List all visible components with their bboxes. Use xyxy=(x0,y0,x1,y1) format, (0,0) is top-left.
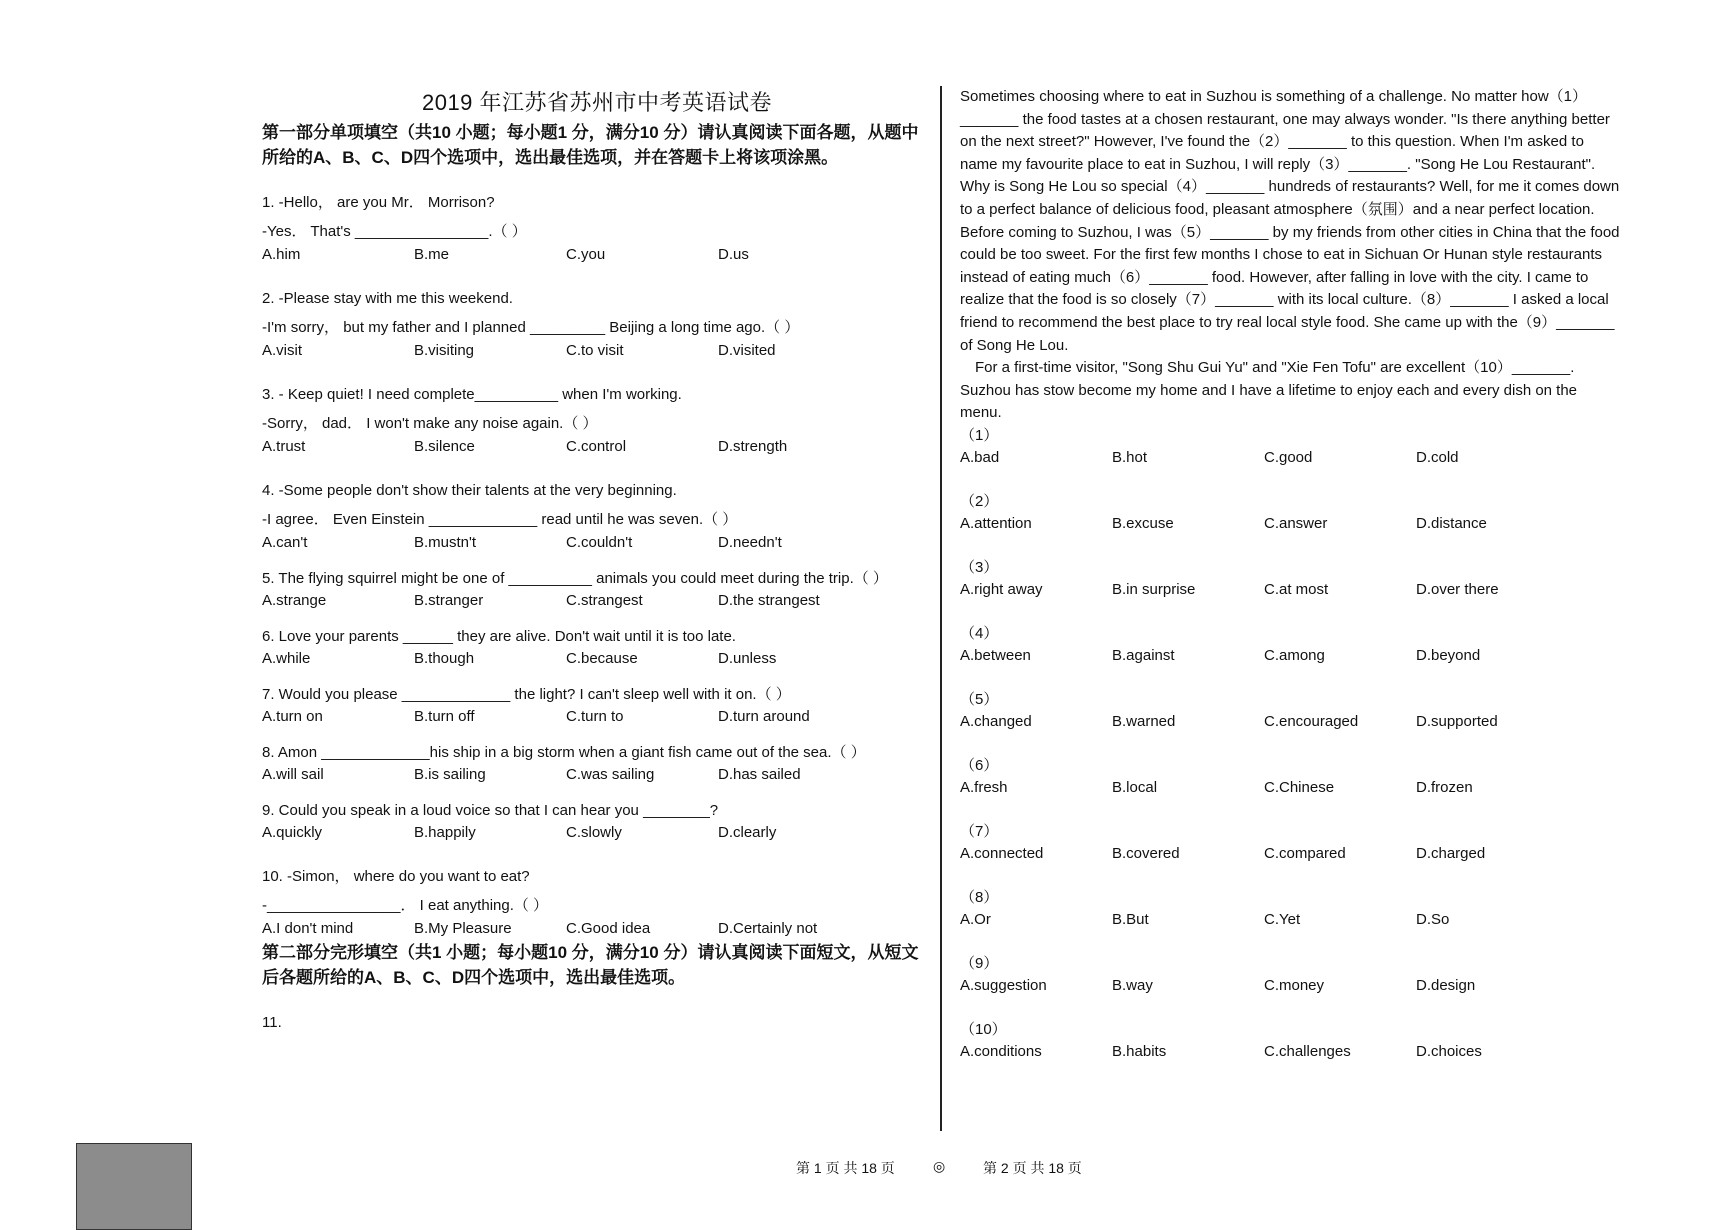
option-d: D.choices xyxy=(1416,1042,1482,1060)
option-d: D.clearly xyxy=(718,824,777,841)
option-c: C.among xyxy=(1264,646,1325,664)
option-c: C.was sailing xyxy=(566,766,655,783)
question-2 xyxy=(262,288,932,362)
question-6 xyxy=(262,626,932,670)
question-11-label: 11. xyxy=(262,1014,282,1031)
question-stem: 10. -Simon， where do you want to eat? xyxy=(262,868,530,885)
option-c: C.because xyxy=(566,650,638,667)
option-a: A.can't xyxy=(262,534,308,551)
option-b: B.local xyxy=(1112,778,1158,796)
cloze-item-number: （6） xyxy=(960,756,999,774)
cloze-item-number: （3） xyxy=(960,558,999,576)
option-b: B.in surprise xyxy=(1112,580,1196,598)
option-a: A.between xyxy=(960,646,1031,664)
option-d: D.frozen xyxy=(1416,778,1473,796)
option-b: B.warned xyxy=(1112,712,1176,730)
question-response: -I agree． Even Einstein _____________ read until he was seven.（ ） xyxy=(262,511,738,528)
option-c: C.answer xyxy=(1264,514,1328,532)
option-d: D.turn around xyxy=(718,708,810,725)
option-d: D.over there xyxy=(1416,580,1499,598)
option-d: D.strength xyxy=(718,438,788,455)
question-options xyxy=(262,648,932,670)
cloze-item-9 xyxy=(960,953,1620,997)
option-b: B.though xyxy=(414,650,475,667)
option-b: B.habits xyxy=(1112,1042,1167,1060)
option-d: D.the strangest xyxy=(718,592,820,609)
cloze-item-7 xyxy=(960,821,1620,865)
option-d: D.us xyxy=(718,246,749,263)
question-options xyxy=(262,706,932,728)
grey-block xyxy=(76,1143,192,1230)
cloze-item-6 xyxy=(960,755,1620,799)
option-c: C.turn to xyxy=(566,708,624,725)
question-options xyxy=(262,590,932,612)
option-d: D.distance xyxy=(1416,514,1487,532)
cloze-item-5 xyxy=(960,689,1620,733)
option-c: C.you xyxy=(566,246,606,263)
question-8 xyxy=(262,742,932,786)
cloze-item-number: （9） xyxy=(960,954,999,972)
left-column xyxy=(262,86,932,1034)
cloze-item-number: （5） xyxy=(960,690,999,708)
question-options xyxy=(262,436,932,458)
option-b: B.My Pleasure xyxy=(414,920,512,937)
cloze-item-number: （8） xyxy=(960,888,999,906)
option-b: B.happily xyxy=(414,824,476,841)
cloze-item-10 xyxy=(960,1019,1620,1063)
option-b: B.visiting xyxy=(414,342,475,359)
question-options xyxy=(262,764,932,786)
question-stem: 6. Love your parents ______ they are alive. Don't wait until it is too late. xyxy=(262,628,736,645)
question-response: -Yes． That's ________________.（ ） xyxy=(262,223,527,240)
option-b: B.way xyxy=(1112,976,1153,994)
option-d: D.needn't xyxy=(718,534,782,551)
option-c: C.couldn't xyxy=(566,534,633,551)
cloze-options xyxy=(960,975,1620,997)
passage-paragraph-3: For a first-time visitor, "Song Shu Gui Yu" and "Xie Fen Tofu" are excellent（10）_______. Suzhou has stow become my home and I have a lifetime to enjoy each and every dish on the menu. xyxy=(960,359,1578,422)
question-stem: 3. - Keep quiet! I need complete__________ when I'm working. xyxy=(262,386,682,403)
option-a: A.turn on xyxy=(262,708,323,725)
option-d: D.visited xyxy=(718,342,776,359)
page-number-left: 第 1 页 共 18 页 xyxy=(796,1160,895,1176)
cloze-item-4 xyxy=(960,623,1620,667)
question-3 xyxy=(262,384,932,458)
page-number-right: 第 2 页 共 18 页 xyxy=(983,1160,1082,1176)
option-d: D.unless xyxy=(718,650,777,667)
option-c: C.control xyxy=(566,438,627,455)
option-b: B.excuse xyxy=(1112,514,1174,532)
question-5 xyxy=(262,568,932,612)
option-b: B.turn off xyxy=(414,708,475,725)
cloze-options xyxy=(960,447,1620,469)
question-options xyxy=(262,918,932,940)
option-a: A.trust xyxy=(262,438,306,455)
cloze-options xyxy=(960,711,1620,733)
option-b: B.me xyxy=(414,246,450,263)
option-a: A.connected xyxy=(960,844,1044,862)
cloze-options xyxy=(960,909,1620,931)
option-c: C.money xyxy=(1264,976,1325,994)
question-9 xyxy=(262,800,932,844)
option-a: A.while xyxy=(262,650,311,667)
option-a: A.conditions xyxy=(960,1042,1042,1060)
part2-heading: 第二部分完形填空（共1 小题；每小题10 分，满分10 分）请认真阅读下面短文，从短文后各题所给的A、B、C、D四个选项中，选出最佳选项。 xyxy=(262,943,919,987)
option-a: A.Or xyxy=(960,910,991,928)
question-response: -I'm sorry， but my father and I planned _________ Beijing a long time ago.（ ） xyxy=(262,319,800,336)
passage-paragraph-1: Sometimes choosing where to eat in Suzhou is something of a challenge. No matter how（1）_______ the food tastes at a chosen restaurant, one may always wonder. "Is there anything better on the next street?" However, I've found the（2）_______ to this question. When I'm asked to name my favourite place to eat in Suzhou, I will reply（3）_______. "Song He Lou Restaurant". Why is Song He Lou so special（4）_______ hundreds of restaurants? Well, for me it comes down to a perfect balance of delicious food, pleasant atmosphere（氛围）and a near perfect location. xyxy=(960,88,1620,218)
option-b: B.against xyxy=(1112,646,1175,664)
column-divider xyxy=(940,86,942,1131)
exam-title: 2019 年江苏省苏州市中考英语试卷 xyxy=(421,90,773,115)
option-b: B.stranger xyxy=(414,592,484,609)
option-a: A.strange xyxy=(262,592,327,609)
cloze-options xyxy=(960,1041,1620,1063)
option-a: A.visit xyxy=(262,342,303,359)
option-a: A.him xyxy=(262,246,301,263)
option-a: A.will sail xyxy=(262,766,324,783)
option-d: D.So xyxy=(1416,910,1450,928)
option-a: A.bad xyxy=(960,448,1000,466)
option-a: A.right away xyxy=(960,580,1043,598)
cloze-item-number: （10） xyxy=(960,1020,1007,1038)
option-c: C.Chinese xyxy=(1264,778,1335,796)
option-d: D.has sailed xyxy=(718,766,801,783)
cloze-item-2 xyxy=(960,491,1620,535)
option-a: A.quickly xyxy=(262,824,323,841)
option-c: C.challenges xyxy=(1264,1042,1351,1060)
option-b: B.silence xyxy=(414,438,475,455)
option-b: B.covered xyxy=(1112,844,1180,862)
right-column xyxy=(960,86,1620,1085)
question-stem: 7. Would you please _____________ the light? I can't sleep well with it on.（ ） xyxy=(262,686,791,703)
option-d: D.Certainly not xyxy=(718,920,818,937)
question-stem: 1. -Hello， are you Mr． Morrison? xyxy=(262,194,495,211)
option-a: A.changed xyxy=(960,712,1032,730)
option-c: C.good xyxy=(1264,448,1313,466)
option-d: D.design xyxy=(1416,976,1476,994)
question-stem: 8. Amon _____________his ship in a big storm when a giant fish came out of the sea.（ ） xyxy=(262,744,866,761)
option-c: C.compared xyxy=(1264,844,1346,862)
question-10 xyxy=(262,866,932,940)
cloze-passage xyxy=(960,86,1620,425)
cloze-options xyxy=(960,579,1620,601)
cloze-item-3 xyxy=(960,557,1620,601)
option-b: B.is sailing xyxy=(414,766,486,783)
option-a: A.attention xyxy=(960,514,1032,532)
cloze-item-number: （4） xyxy=(960,624,999,642)
cloze-options xyxy=(960,645,1620,667)
cloze-item-8 xyxy=(960,887,1620,931)
question-response: -Sorry， dad． I won't make any noise again.（ ） xyxy=(262,415,598,432)
option-c: C.Good idea xyxy=(566,920,651,937)
option-d: D.cold xyxy=(1416,448,1459,466)
option-a: A.suggestion xyxy=(960,976,1047,994)
question-stem: 9. Could you speak in a loud voice so that I can hear you ________? xyxy=(262,802,719,819)
cloze-options xyxy=(960,843,1620,865)
option-b: B.hot xyxy=(1112,448,1148,466)
question-stem: 4. -Some people don't show their talents at the very beginning. xyxy=(262,482,677,499)
passage-paragraph-2: Before coming to Suzhou, I was（5）_______ by my friends from other cities in China that the food could be too sweet. For the first few months I chose to eat in Sichuan Or Hunan style restaurants instead of eating much（6）_______ food. However, after falling in love with the city. I came to realize that the food is so closely（7）_______ with its local culture.（8）_______ I asked a local friend to recommend the best place to try real local style food. She came up with the（9）_______ of Song He Lou. xyxy=(960,223,1620,354)
option-b: B.mustn't xyxy=(414,534,477,551)
question-options xyxy=(262,244,932,266)
question-options xyxy=(262,340,932,362)
cloze-item-number: （1） xyxy=(960,426,999,444)
option-a: A.I don't mind xyxy=(262,920,354,937)
question-response: -________________． I eat anything.（ ） xyxy=(262,897,549,914)
option-c: C.strangest xyxy=(566,592,643,609)
option-a: A.fresh xyxy=(960,778,1008,796)
part1-heading: 第一部分单项填空（共10 小题；每小题1 分，满分10 分）请认真阅读下面各题，从题中所给的A、B、C、D四个选项中，选出最佳选项，并在答题卡上将该项涂黑。 xyxy=(262,123,919,167)
question-4 xyxy=(262,480,932,554)
option-c: C.at most xyxy=(1264,580,1329,598)
cloze-item-number: （7） xyxy=(960,822,999,840)
cloze-item-1 xyxy=(960,425,1620,469)
option-c: C.Yet xyxy=(1264,910,1301,928)
option-d: D.supported xyxy=(1416,712,1498,730)
option-c: C.to visit xyxy=(566,342,624,359)
cloze-options xyxy=(960,777,1620,799)
question-options xyxy=(262,822,932,844)
option-d: D.charged xyxy=(1416,844,1486,862)
question-7 xyxy=(262,684,932,728)
question-stem: 5. The flying squirrel might be one of __________ animals you could meet during the trip.（ ） xyxy=(262,570,888,587)
footer-separator-icon: ◎ xyxy=(933,1158,946,1174)
option-c: C.slowly xyxy=(566,824,622,841)
option-b: B.But xyxy=(1112,910,1149,928)
option-c: C.encouraged xyxy=(1264,712,1359,730)
question-stem: 2. -Please stay with me this weekend. xyxy=(262,290,513,307)
cloze-options xyxy=(960,513,1620,535)
question-options xyxy=(262,532,932,554)
question-1 xyxy=(262,192,932,266)
cloze-item-number: （2） xyxy=(960,492,999,510)
option-d: D.beyond xyxy=(1416,646,1481,664)
